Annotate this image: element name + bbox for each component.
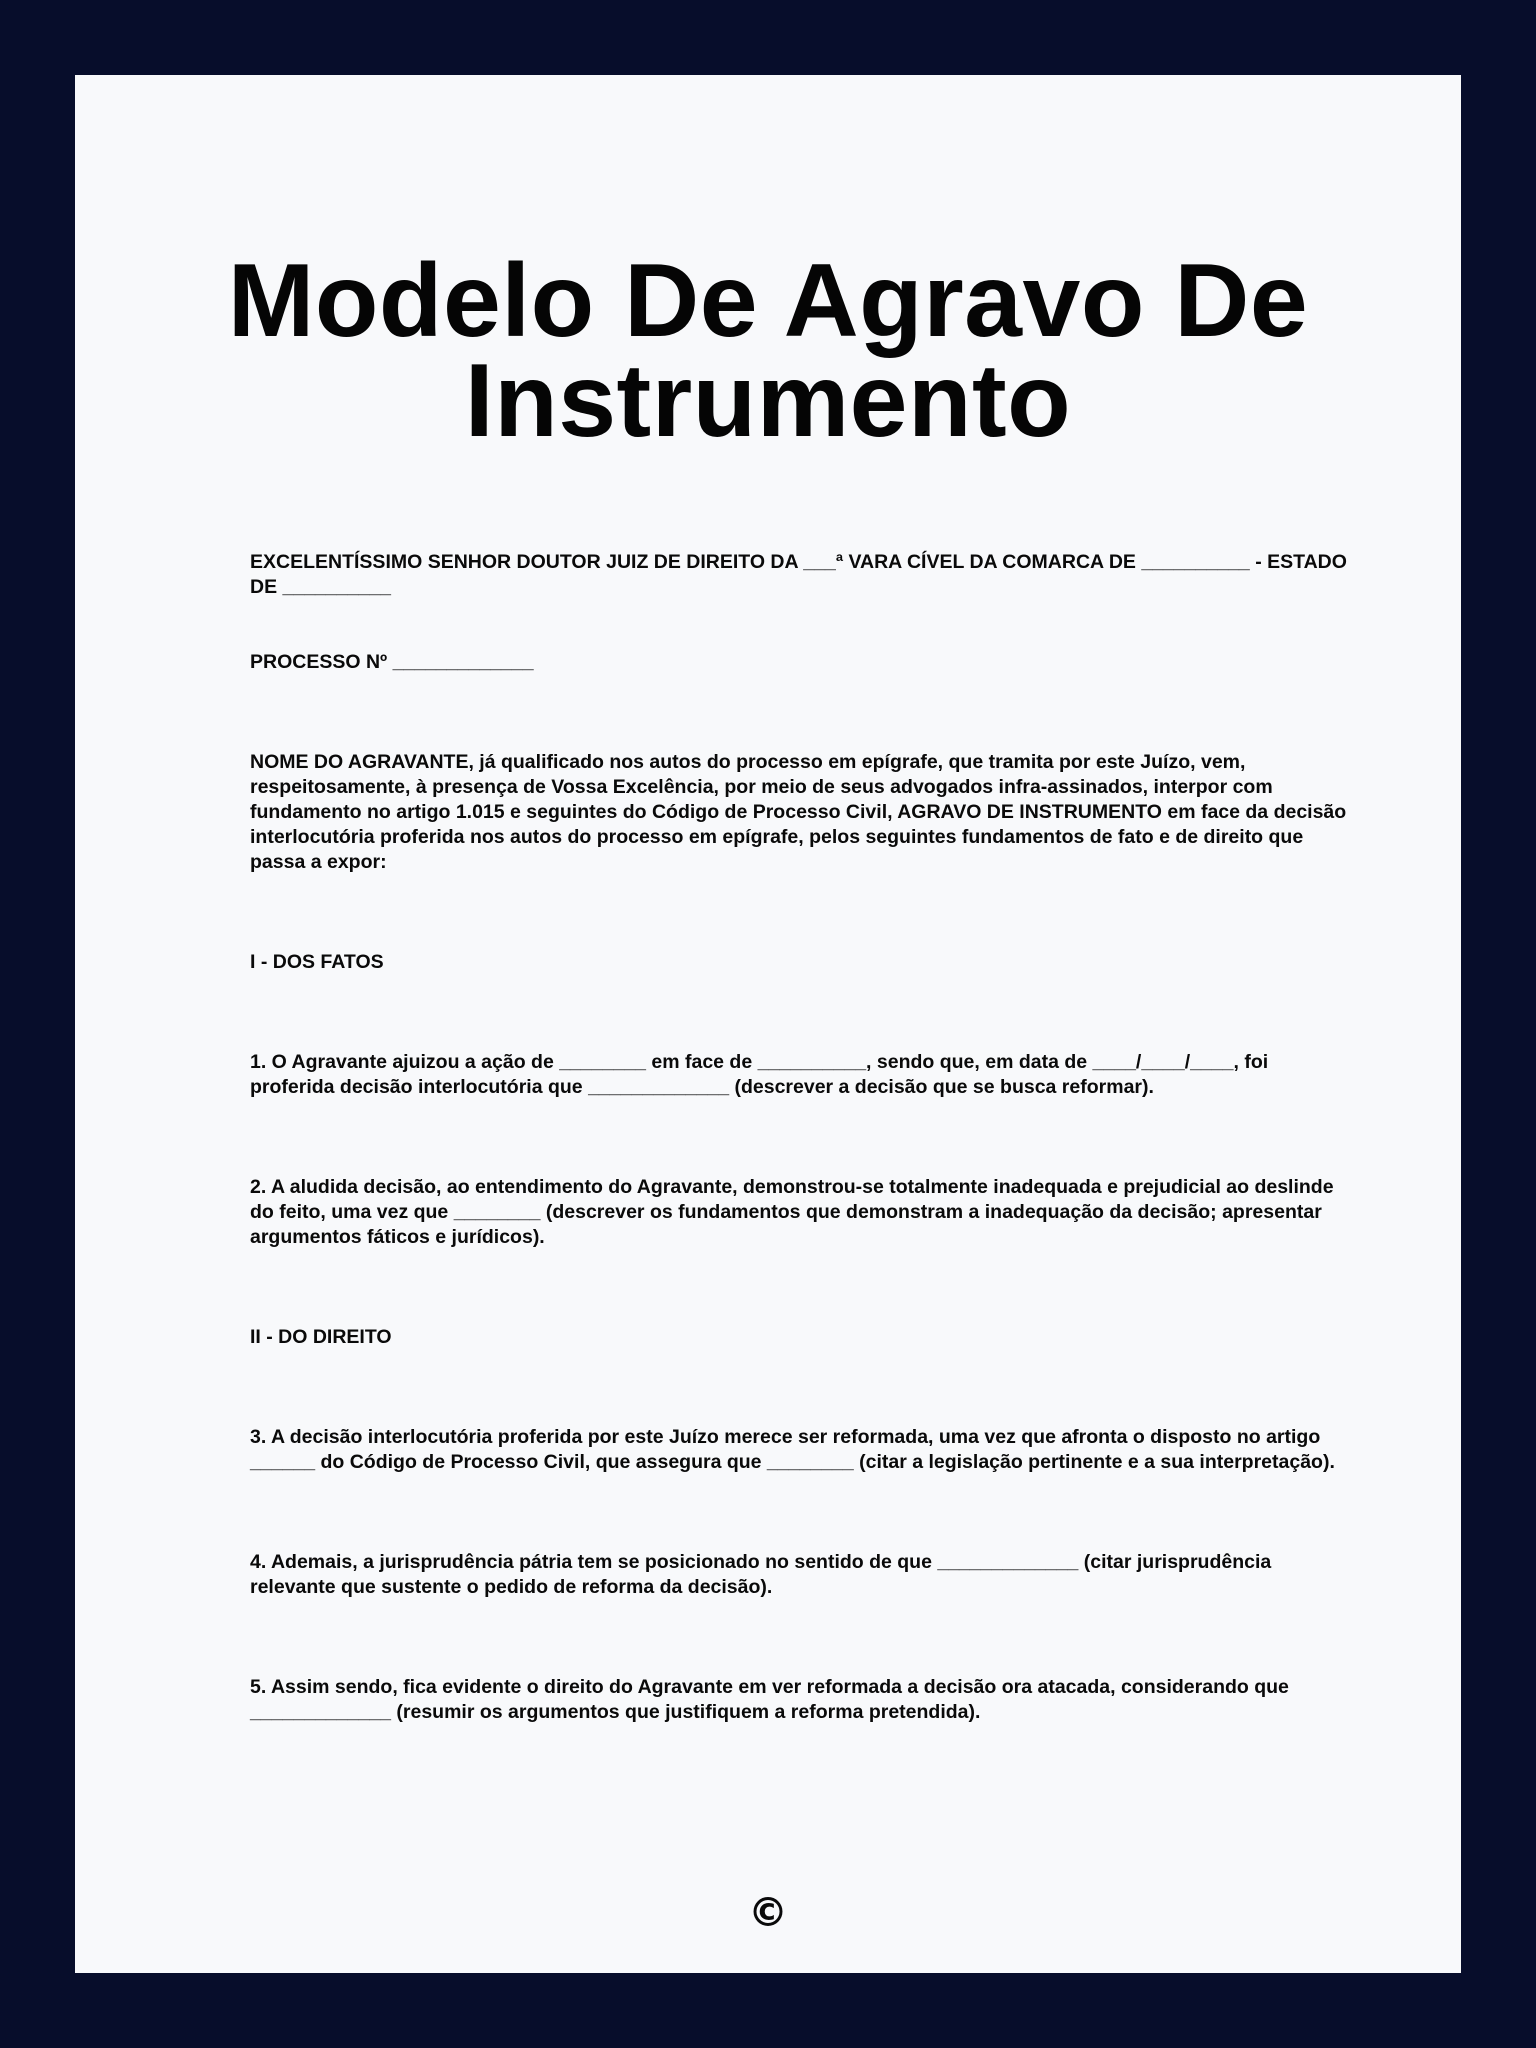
- facts-paragraph-1: 1. O Agravante ajuizou a ação de ________ em face de __________, sendo que, em data de ____/____/____, foi proferida decisão interlocutória que _____________ (descrever a decisão que se busca reformar).: [250, 1051, 1269, 1098]
- document-title: [75, 243, 1461, 459]
- section-heading-facts: I - DOS FATOS: [250, 951, 384, 973]
- law-paragraph-5: 5. Assim sendo, fica evidente o direito do Agravante em ver reformada a decisão ora atacada, considerando que _____________ (resumir os argumentos que justifiquem a reforma pretendida).: [250, 1676, 1289, 1723]
- law-paragraph-4: 4. Ademais, a jurisprudência pátria tem se posicionado no sentido de que _____________ (citar jurisprudência relevante que sustente o pedido de reforma da decisão).: [250, 1551, 1272, 1598]
- document-page: [75, 75, 1461, 1973]
- process-number-paragraph: PROCESSO Nº _____________: [250, 651, 534, 673]
- law-paragraph-3: 3. A decisão interlocutória proferida por este Juízo merece ser reformada, uma vez que afronta o disposto no artigo ______ do Código de Processo Civil, que assegura que ________ (citar a legislação pertinente e a sua interpretação).: [250, 1426, 1335, 1473]
- copyright-symbol: ©: [748, 1890, 788, 1936]
- intro-paragraph: NOME DO AGRAVANTE, já qualificado nos autos do processo em epígrafe, que tramita por este Juízo, vem, respeitosamente, à presença de Vossa Excelência, por meio de seus advogados infra-assinados, interpor com fundamento no artigo 1.015 e seguintes do Código de Processo Civil, AGRAVO DE INSTRUMENTO em face da decisão interlocutória proferida nos autos do processo em epígrafe, pelos seguintes fundamentos de fato e de direito que passa a expor:: [250, 751, 1347, 873]
- facts-paragraph-2: 2. A aludida decisão, ao entendimento do Agravante, demonstrou-se totalmente inadequada e prejudicial ao deslinde do feito, uma vez que ________ (descrever os fundamentos que demonstram a inadequação da decisão; apresentar argumentos fáticos e jurídicos).: [250, 1176, 1334, 1248]
- title-line-2: Instrumento: [464, 343, 1072, 459]
- document-body: [250, 550, 1350, 1725]
- section-heading-law: II - DO DIREITO: [250, 1326, 392, 1348]
- title-line-1: Modelo De Agravo De: [227, 243, 1309, 359]
- addressee-paragraph: EXCELENTÍSSIMO SENHOR DOUTOR JUIZ DE DIREITO DA ___ª VARA CÍVEL DA COMARCA DE __________ - ESTADO DE __________: [250, 551, 1347, 598]
